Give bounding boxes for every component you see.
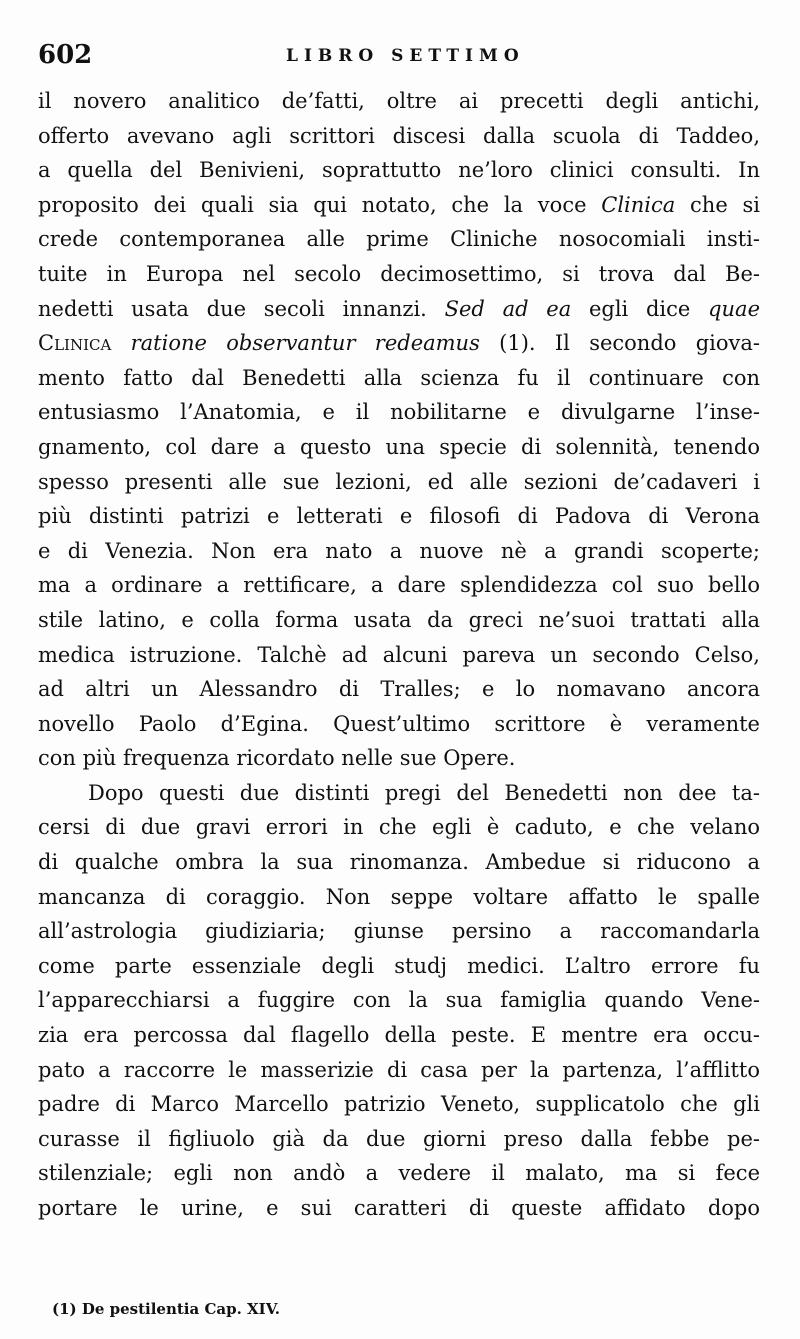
text-line: il novero analitico de’fatti, oltre ai precetti degli antichi,: [38, 89, 760, 113]
latin-quote: Sed ad ea: [444, 296, 572, 321]
text-line: zia era percossa dal flagello della peste. E mentre era occu-: [38, 1023, 760, 1048]
text-line: entusiasmo l’Anatomia, e il nobilitarne e divulgarne l’inse-: [38, 400, 760, 425]
text-line: medica istruzione. Talchè ad alcuni pareva un secondo Celso,: [38, 642, 760, 667]
text-line: ma a ordinare a rettificare, a dare splendidezza col suo bello: [38, 573, 760, 598]
text-line: pato a raccorre le masserizie di casa per la partenza, l’afflitto: [38, 1057, 760, 1082]
body-text: [38, 84, 760, 1226]
page-header: [38, 40, 758, 80]
text-line: spesso presenti alle sue lezioni, ed alle sezioni de’cadaveri i: [38, 469, 760, 494]
smallcaps-clinica: Clinica: [38, 331, 112, 356]
footnote: (1) De pestilentia Cap. XIV.: [52, 1300, 280, 1318]
text-line: mento fatto dal Benedetti alla scienza fu il continuare con: [38, 365, 760, 390]
text-line: l’apparecchiarsi a fuggire con la sua famiglia quando Vene-: [38, 988, 760, 1013]
latin-quote: ratione observantur redeamus: [111, 331, 480, 356]
text-line: gnamento, col dare a questo una specie di solennità, tenendo: [38, 434, 760, 459]
text-line: nedetti usata due secoli innanzi. Sed ad ea egli dice quae: [38, 296, 760, 321]
text-line: cersi di due gravi errori in che egli è caduto, e che velano: [38, 815, 760, 840]
text-line: come parte essenziale degli studj medici. L’altro errore fu: [38, 953, 760, 978]
text-line: Dopo questi due distinti pregi del Benedetti non dee ta-: [88, 780, 760, 805]
text-line: di qualche ombra la sua rinomanza. Ambedue si riducono a: [38, 850, 760, 875]
text-line: mancanza di coraggio. Non seppe voltare affatto le spalle: [38, 884, 760, 909]
latin-quote: quae: [708, 296, 760, 321]
text-line: con più frequenza ricordato nelle sue Opere.: [38, 746, 516, 771]
text-line: padre di Marco Marcello patrizio Veneto, supplicatolo che gli: [38, 1092, 760, 1117]
text-line: a quella del Benivieni, soprattutto ne’loro clinici consulti. In: [38, 158, 760, 183]
text-line: Clinica ratione observantur redeamus (1). Il secondo giova-: [38, 331, 760, 356]
text-line: ad altri un Alessandro di Tralles; e lo nomavano ancora: [38, 677, 760, 702]
text-line: portare le urine, e sui caratteri di queste affidato dopo: [38, 1196, 760, 1220]
running-title: LIBRO SETTIMO: [286, 46, 525, 66]
text-line: novello Paolo d’Egina. Quest’ultimo scrittore è veramente: [38, 711, 760, 736]
text-line: più distinti patrizi e letterati e filosofi di Padova di Verona: [38, 504, 760, 529]
text-line: e di Venezia. Non era nato a nuove nè a grandi scoperte;: [38, 538, 760, 563]
italic-term-clinica: Clinica: [601, 192, 676, 217]
text-line: stile latino, e colla forma usata da greci ne’suoi trattati alla: [38, 607, 760, 632]
page-number: 602: [38, 40, 93, 70]
text-line: all’astrologia giudiziaria; giunse persino a raccomandarla: [38, 919, 760, 944]
text-line: crede contemporanea alle prime Cliniche nosocomiali insti-: [38, 227, 760, 252]
text-line: tuite in Europa nel secolo decimosettimo, si trova dal Be-: [38, 261, 760, 286]
text-line: proposito dei quali sia qui notato, che la voce Clinica che si: [38, 192, 760, 217]
text-line: curasse il figliuolo già da due giorni preso dalla febbe pe-: [38, 1126, 760, 1151]
text-line: offerto avevano agli scrittori discesi dalla scuola di Taddeo,: [38, 123, 760, 148]
text-line: stilenziale; egli non andò a vedere il malato, ma si fece: [38, 1161, 760, 1186]
